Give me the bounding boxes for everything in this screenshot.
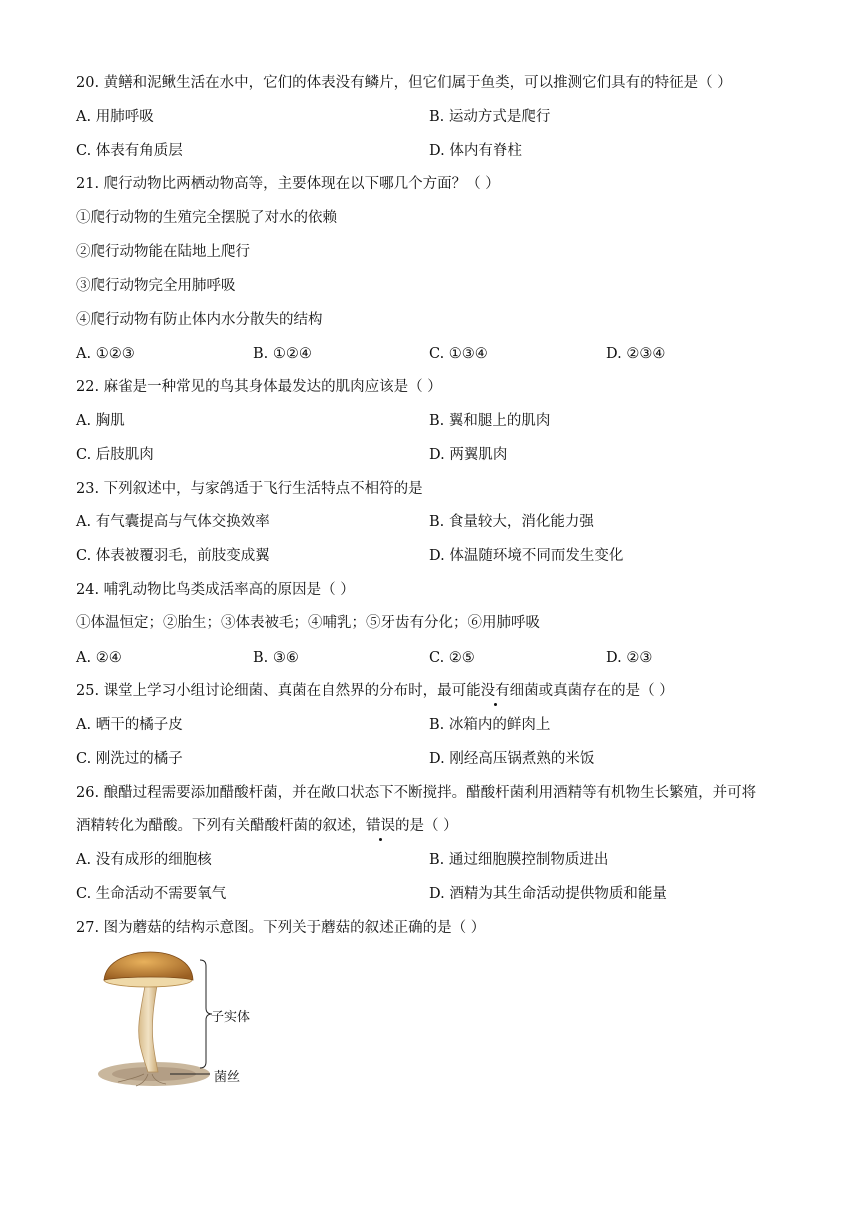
hyphae-label: 菌丝 bbox=[214, 1070, 241, 1085]
q26-option-d[interactable]: D. 酒精为其生命活动提供物质和能量 bbox=[429, 886, 667, 902]
q26-stem-line2 bbox=[76, 816, 458, 836]
q20-option-b[interactable]: B. 运动方式是爬行 bbox=[429, 109, 551, 125]
q25-stem-after: 细菌或真菌存在的是（ ） bbox=[509, 683, 674, 699]
q25-option-b[interactable]: B. 冰箱内的鲜肉上 bbox=[429, 717, 551, 733]
q22-option-c[interactable]: C. 后肢肌肉 bbox=[76, 447, 154, 463]
q21-item-3: ③爬行动物完全用肺呼吸 bbox=[76, 278, 236, 294]
q20-stem: 20. 黄鳝和泥鳅生活在水中，它们的体表没有鳞片，但它们属于鱼类，可以推测它们具有的特征是（ ） bbox=[76, 75, 732, 91]
mushroom-figure bbox=[96, 950, 266, 1090]
q23-option-d[interactable]: D. 体温随环境不同而发生变化 bbox=[429, 548, 624, 564]
q23-option-a[interactable]: A. 有气囊提高与气体交换效率 bbox=[76, 514, 270, 530]
q22-stem: 22. 麻雀是一种常见的鸟其身体最发达的肌肉应该是（ ） bbox=[76, 379, 442, 395]
q21-option-c[interactable]: C. ①③④ bbox=[429, 346, 488, 362]
q24-stem: 24. 哺乳动物比鸟类成活率高的原因是（ ） bbox=[76, 582, 355, 598]
q20-option-c[interactable]: C. 体表有角质层 bbox=[76, 143, 183, 159]
q25-option-d[interactable]: D. 刚经高压锅煮熟的米饭 bbox=[429, 751, 595, 767]
mushroom-stem bbox=[139, 980, 158, 1072]
q21-item-4: ④爬行动物有防止体内水分散失的结构 bbox=[76, 312, 323, 328]
q23-option-c[interactable]: C. 体表被覆羽毛，前肢变成翼 bbox=[76, 548, 270, 564]
q21-option-a[interactable]: A. ①②③ bbox=[76, 346, 135, 362]
q26-stem-before: 酒精转化为醋酸。下列有关醋酸杆菌的叙述， bbox=[76, 818, 366, 834]
q24-option-d[interactable]: D. ②③ bbox=[606, 650, 653, 666]
q22-option-a[interactable]: A. 胸肌 bbox=[76, 413, 125, 429]
q23-stem: 23. 下列叙述中，与家鸽适于飞行生活特点不相符的是 bbox=[76, 481, 423, 497]
q21-item-1: ①爬行动物的生殖完全摆脱了对水的依赖 bbox=[76, 210, 337, 226]
q22-option-d[interactable]: D. 两翼肌肉 bbox=[429, 447, 508, 463]
q24-item-list: ①体温恒定；②胎生；③体表被毛；④哺乳；⑤牙齿有分化；⑥用肺呼吸 bbox=[76, 615, 540, 631]
q24-option-c[interactable]: C. ②⑤ bbox=[429, 650, 475, 666]
q20-option-a[interactable]: A. 用肺呼吸 bbox=[76, 109, 154, 125]
q24-option-b[interactable]: B. ③⑥ bbox=[253, 650, 299, 666]
fruiting-body-label: 子实体 bbox=[211, 1010, 251, 1025]
q25-option-c[interactable]: C. 刚洗过的橘子 bbox=[76, 751, 183, 767]
q26-stem-line1: 26. 酿醋过程需要添加醋酸杆菌，并在敞口状态下不断搅拌。醋酸杆菌利用酒精等有机物生长繁殖，并可将 bbox=[76, 785, 757, 801]
q25-stem-before: 25. 课堂上学习小组讨论细菌、真菌在自然界的分布时，最可能 bbox=[76, 683, 481, 699]
q22-option-b[interactable]: B. 翼和腿上的肌肉 bbox=[429, 413, 551, 429]
q26-option-b[interactable]: B. 通过细胞膜控制物质进出 bbox=[429, 852, 609, 868]
q21-stem: 21. 爬行动物比两栖动物高等，主要体现在以下哪几个方面？（ ） bbox=[76, 176, 500, 192]
q26-stem-emphasis: 错误 bbox=[366, 818, 395, 834]
q24-option-a[interactable]: A. ②④ bbox=[76, 650, 122, 666]
q23-option-b[interactable]: B. 食量较大，消化能力强 bbox=[429, 514, 594, 530]
q25-option-a[interactable]: A. 晒干的橘子皮 bbox=[76, 717, 183, 733]
q26-option-a[interactable]: A. 没有成形的细胞核 bbox=[76, 852, 212, 868]
q20-option-d[interactable]: D. 体内有脊柱 bbox=[429, 143, 522, 159]
mushroom-cap bbox=[104, 952, 193, 980]
q21-option-b[interactable]: B. ①②④ bbox=[253, 346, 312, 362]
q25-stem-emphasis: 没有 bbox=[480, 683, 510, 699]
q21-item-2: ②爬行动物能在陆地上爬行 bbox=[76, 244, 250, 260]
q27-stem: 27. 图为蘑菇的结构示意图。下列关于蘑菇的叙述正确的是（ ） bbox=[76, 920, 486, 936]
q25-stem bbox=[76, 681, 674, 701]
q26-stem-after: 的是（ ） bbox=[395, 818, 458, 834]
q21-option-d[interactable]: D. ②③④ bbox=[606, 346, 666, 362]
q26-option-c[interactable]: C. 生命活动不需要氧气 bbox=[76, 886, 227, 902]
